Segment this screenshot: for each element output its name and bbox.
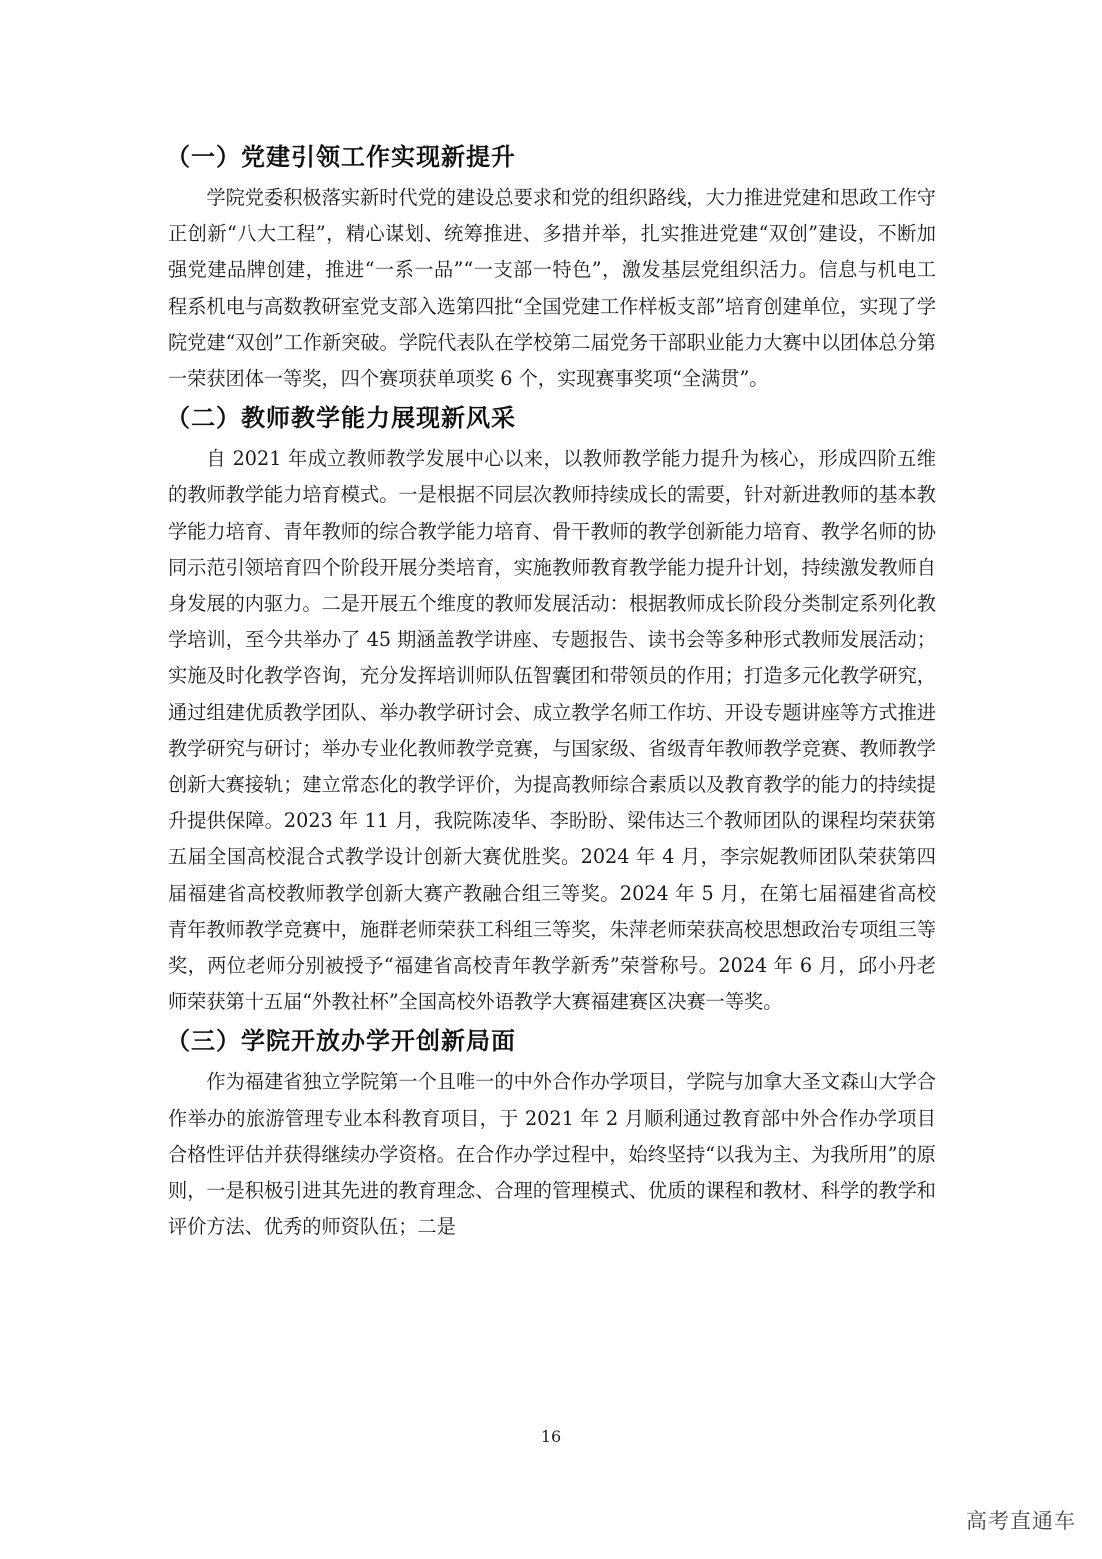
section-heading-open-education: （三）学院开放办学开创新局面	[166, 1027, 516, 1056]
paragraph-open-education: 作为福建省独立学院第一个且唯一的中外合作办学项目，学院与加拿大圣文森山大学合作举办的旅游管理专业本科教育项目，于 2021 年 2 月顺利通过教育部中外合作办学项目合格性评估并获得继续办学资格。在合作办学过程中，始终坚持“以我为主、为我所用”的原则，一是积极引进其先进的教育理念、合理的管理模式、优质的课程和教材、科学的教学和评价方法、优秀的师资队伍；二是	[168, 1070, 936, 1239]
section-heading-teaching-ability: （二）教师教学能力展现新风采	[166, 404, 516, 433]
watermark-text: 高考直通车	[966, 1509, 1076, 1533]
section-heading-party-building: （一）党建引领工作实现新提升	[166, 143, 516, 171]
document-page	[168, 140, 936, 1249]
paragraph-teaching-ability: 自 2021 年成立教师教学发展中心以来，以教师教学能力提升为核心，形成四阶五维的教师教学能力培育模式。一是根据不同层次教师持续成长的需要，针对新进教师的基本教学能力培育、青年教师的综合教学能力培育、骨干教师的教学创新能力培育、教学名师的协同示范引领培育四个阶段开展分类培育，实施教师教育教学能力提升计划，持续激发教师自身发展的内驱力。二是开展五个维度的教师发展活动：根据教师成长阶段分类制定系列化教学培训，至今共举办了 45 期涵盖教学讲座、专题报告、读书会等多种形式教师发展活动；实施及时化教学咨询，充分发挥培训师队伍智囊团和带领员的作用；打造多元化教学研究，通过组建优质教学团队、举办教学研讨会、成立教学名师工作坊、开设专题讲座等方式推进教学研究与研讨；举办专业化教师教学竞赛，与国家级、省级青年教师教学竞赛、教师教学创新大赛接轨；建立常态化的教学评价，为提高教师综合素质以及教育教学的能力的持续提升提供保障。2023 年 11 月，我院陈凌华、李盼盼、梁伟达三个教师团队的课程均荣获第五届全国高校混合式教学设计创新大赛优胜奖。2024 年 4 月，李宗妮教师团队荣获第四届福建省高校教师教学创新大赛产教融合组三等奖。2024 年 5 月，在第七届福建省高校青年教师教学竞赛中，施群老师荣获工科组三等奖，朱萍老师荣获高校思想政治专项组三等奖，两位老师分别被授予“福建省高校青年教学新秀”荣誉称号。2024 年 6 月，邱小丹老师荣获第十五届“外教社杯”全国高校外语教学大赛福建赛区决赛一等奖。	[168, 447, 936, 1014]
paragraph-party-building: 学院党委积极落实新时代党的建设总要求和党的组织路线，大力推进党建和思政工作守正创新“八大工程”，精心谋划、统筹推进、多措并举，扎实推进党建“双创”建设，不断加强党建品牌创建，推进“一系一品”“一支部一特色”，激发基层党组织活力。信息与机电工程系机电与高数教研室党支部入选第四批“全国党建工作样板支部”培育创建单位，实现了学院党建“双创”工作新突破。学院代表队在学校第二届党务干部职业能力大赛中以团体总分第一荣获团体一等奖，四个赛项获单项奖 6 个，实现赛事奖项“全满贯”。	[168, 186, 936, 391]
page-number: 16	[540, 1427, 562, 1446]
